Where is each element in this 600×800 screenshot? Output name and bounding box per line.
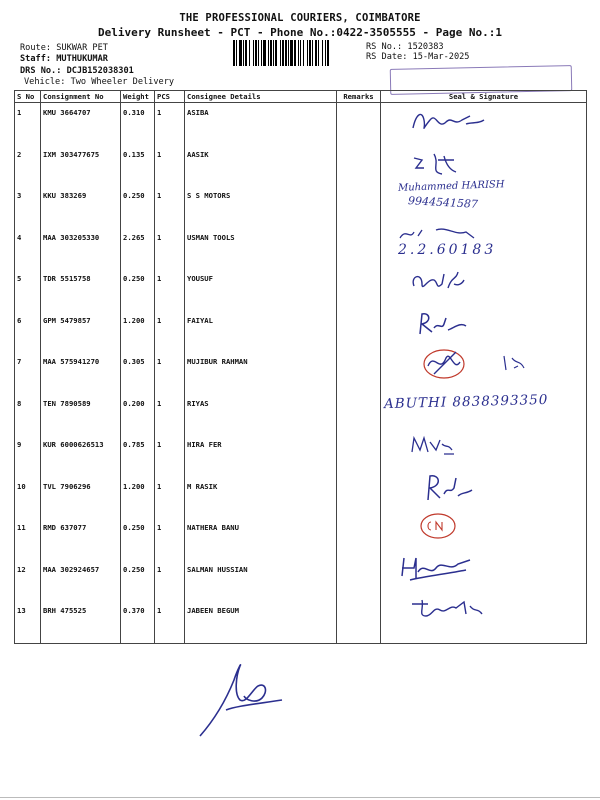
sno-cell: 5 <box>15 269 41 311</box>
consignee-cell: USMAN TOOLS <box>185 228 337 270</box>
sno-cell: 2 <box>15 145 41 187</box>
handwritten-note-row8: ABUTHI 8838393350 <box>383 391 549 413</box>
weight-cell: 0.785 <box>121 435 155 477</box>
pcs-cell: 1 <box>155 352 185 394</box>
table-row <box>15 477 587 519</box>
consignment-cell: IXM 303477675 <box>41 145 121 187</box>
remarks-cell <box>337 228 381 270</box>
remarks-cell <box>337 352 381 394</box>
consignment-cell: MAA 302924657 <box>41 560 121 602</box>
remarks-cell <box>337 394 381 436</box>
table-row <box>15 601 587 643</box>
table-row <box>15 435 587 477</box>
table-row <box>15 269 587 311</box>
pcs-cell: 1 <box>155 269 185 311</box>
sno-cell: 3 <box>15 186 41 228</box>
remarks-cell <box>337 269 381 311</box>
consignee-cell: HIRA FER <box>185 435 337 477</box>
table-row <box>15 103 587 145</box>
table-row <box>15 560 587 602</box>
col-sno-header: S No <box>15 91 41 103</box>
sno-cell: 11 <box>15 518 41 560</box>
col-pcs-header: PCS <box>155 91 185 103</box>
consignment-cell: KMU 3664707 <box>41 103 121 145</box>
signature-1 <box>408 106 488 136</box>
remarks-cell <box>337 435 381 477</box>
weight-cell: 0.370 <box>121 601 155 643</box>
pcs-cell: 1 <box>155 601 185 643</box>
sno-cell: 4 <box>15 228 41 270</box>
consignee-cell: SALMAN HUSSIAN <box>185 560 337 602</box>
sno-cell: 1 <box>15 103 41 145</box>
consignment-cell: KUR 6000626513 <box>41 435 121 477</box>
remarks-cell <box>337 145 381 187</box>
weight-cell: 0.250 <box>121 518 155 560</box>
sno-cell: 9 <box>15 435 41 477</box>
pcs-cell: 1 <box>155 394 185 436</box>
weight-cell: 0.250 <box>121 186 155 228</box>
pcs-cell: 1 <box>155 477 185 519</box>
rs-date: RS Date: 15-Mar-2025 <box>366 52 470 62</box>
route-label: Route: SUKWAR PET <box>20 43 108 53</box>
staff-label: Staff: MUTHUKUMAR <box>20 54 108 64</box>
signature-4 <box>396 224 486 244</box>
table-row <box>15 186 587 228</box>
consignee-cell: M RASIK <box>185 477 337 519</box>
consignee-cell: RIYAS <box>185 394 337 436</box>
rs-number: RS No.: 1520383 <box>366 42 444 52</box>
page-bottom-rule <box>0 797 600 798</box>
consignment-cell: GPM 5479857 <box>41 311 121 353</box>
pcs-cell: 1 <box>155 518 185 560</box>
weight-cell: 0.305 <box>121 352 155 394</box>
signature-13 <box>408 596 488 620</box>
handwritten-phone: 9944541587 <box>407 194 479 211</box>
consignee-cell: JABEEN BEGUM <box>185 601 337 643</box>
table-row <box>15 228 587 270</box>
sno-cell: 6 <box>15 311 41 353</box>
consignee-cell: AASIK <box>185 145 337 187</box>
weight-cell: 0.250 <box>121 560 155 602</box>
remarks-cell <box>337 601 381 643</box>
sno-cell: 13 <box>15 601 41 643</box>
sno-cell: 7 <box>15 352 41 394</box>
signature-2 <box>410 150 470 178</box>
signature-12 <box>396 552 476 582</box>
drs-number: DRS No.: DCJB152038301 <box>20 66 134 76</box>
remarks-cell <box>337 311 381 353</box>
col-signature-header: Seal & Signature <box>381 91 587 103</box>
consignee-cell: FAIYAL <box>185 311 337 353</box>
staff-signature <box>196 660 286 740</box>
consignment-cell: TEN 7890589 <box>41 394 121 436</box>
consignee-cell: MUJIBUR RAHMAN <box>185 352 337 394</box>
weight-cell: 0.200 <box>121 394 155 436</box>
vehicle-label: Vehicle: Two Wheeler Delivery <box>24 77 175 87</box>
runsheet-title: Delivery Runsheet - PCT - Phone No.:0422-3505555 - Page No.:1 <box>98 26 502 39</box>
col-consignee-header: Consignee Details <box>185 91 337 103</box>
handwritten-note-row4: 2.2.60183 <box>398 242 497 258</box>
pcs-cell: 1 <box>155 228 185 270</box>
sno-cell: 8 <box>15 394 41 436</box>
signature-5 <box>408 266 468 296</box>
stamp-11 <box>418 512 458 540</box>
consignee-cell: YOUSUF <box>185 269 337 311</box>
signature-6 <box>414 310 474 338</box>
stamp-and-signature-7 <box>420 344 540 384</box>
pcs-cell: 1 <box>155 103 185 145</box>
pcs-cell: 1 <box>155 435 185 477</box>
consignment-cell: TVL 7906296 <box>41 477 121 519</box>
consignee-cell: NATHERA BANU <box>185 518 337 560</box>
weight-cell: 2.265 <box>121 228 155 270</box>
handwritten-name: Muhammed HARISH <box>397 179 505 194</box>
sno-cell: 12 <box>15 560 41 602</box>
pcs-cell: 1 <box>155 145 185 187</box>
consignment-cell: MAA 575941270 <box>41 352 121 394</box>
signature-cell <box>381 477 587 519</box>
signature-9 <box>408 432 458 458</box>
pcs-cell: 1 <box>155 186 185 228</box>
weight-cell: 0.135 <box>121 145 155 187</box>
company-title: THE PROFESSIONAL COURIERS, COIMBATORE <box>179 12 421 24</box>
remarks-cell <box>337 560 381 602</box>
remarks-cell <box>337 103 381 145</box>
col-weight-header: Weight <box>121 91 155 103</box>
weight-cell: 1.200 <box>121 477 155 519</box>
weight-cell: 0.250 <box>121 269 155 311</box>
pcs-cell: 1 <box>155 560 185 602</box>
consignee-cell: ASIBA <box>185 103 337 145</box>
consignment-cell: TDR 5515758 <box>41 269 121 311</box>
remarks-cell <box>337 186 381 228</box>
weight-cell: 1.200 <box>121 311 155 353</box>
consignment-cell: KKU 383269 <box>41 186 121 228</box>
sno-cell: 10 <box>15 477 41 519</box>
consignment-cell: MAA 303205330 <box>41 228 121 270</box>
table-header-row <box>15 91 587 103</box>
weight-cell: 0.310 <box>121 103 155 145</box>
barcode <box>233 40 359 66</box>
remarks-cell <box>337 518 381 560</box>
remarks-cell <box>337 477 381 519</box>
signature-10 <box>420 472 480 502</box>
col-consignment-header: Consignment No <box>41 91 121 103</box>
col-remarks-header: Remarks <box>337 91 381 103</box>
pcs-cell: 1 <box>155 311 185 353</box>
consignee-cell: S S MOTORS <box>185 186 337 228</box>
consignment-cell: BRH 475525 <box>41 601 121 643</box>
table-row <box>15 518 587 560</box>
consignment-cell: RMD 637077 <box>41 518 121 560</box>
